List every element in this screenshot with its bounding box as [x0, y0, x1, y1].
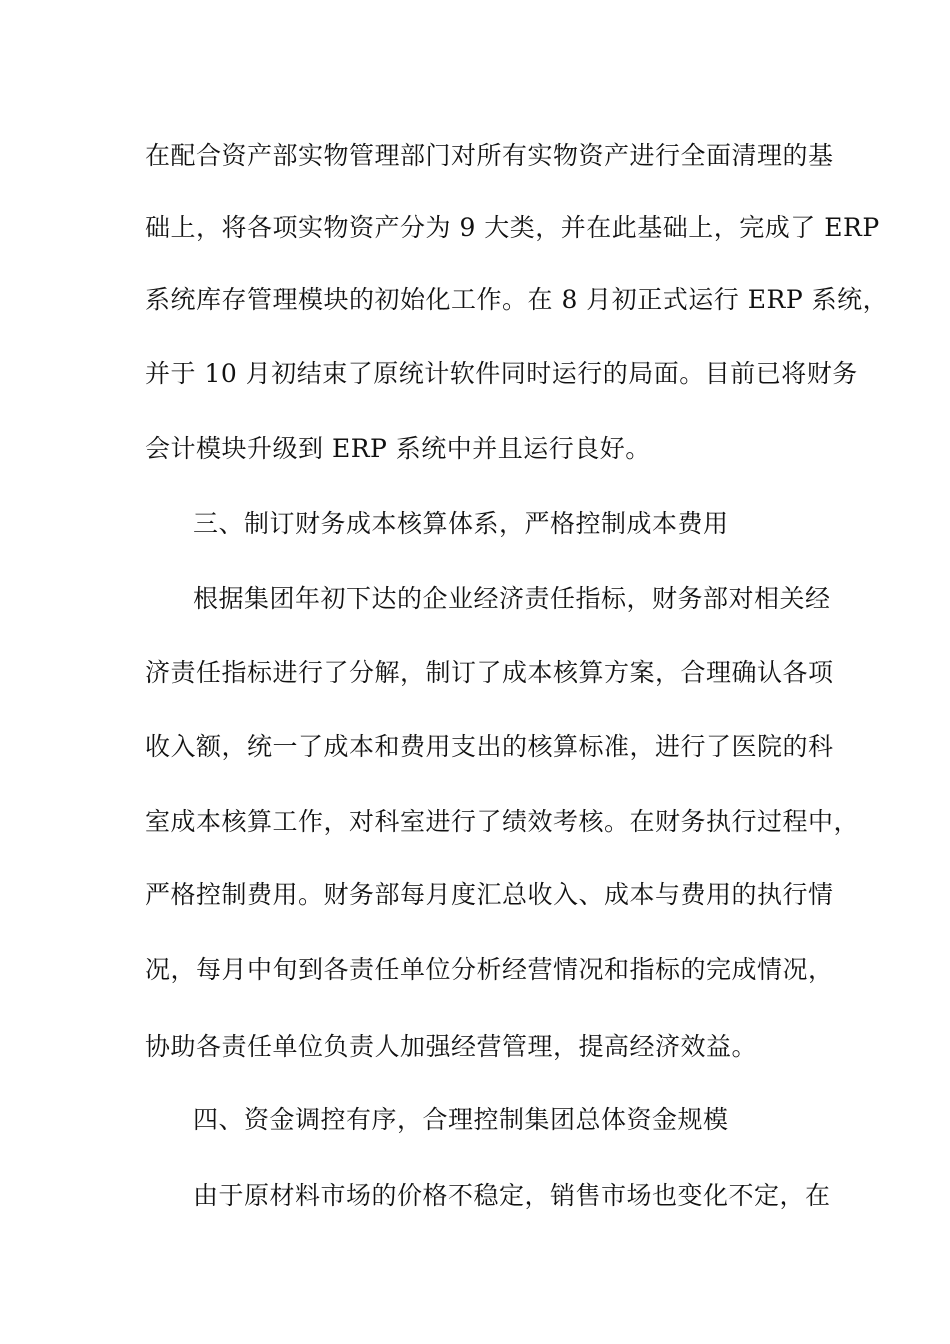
text-line-4: 并于 10 月初结束了原统计软件同时运行的局面。目前已将财务	[145, 359, 858, 388]
text-line-3: 系统库存管理模块的初始化工作。在 8 月初正式运行 ERP 系统，	[145, 285, 889, 314]
section-heading-4: 四、资金调控有序，合理控制集团总体资金规模	[193, 1105, 729, 1134]
text-line-7: 根据集团年初下达的企业经济责任指标，财务部对相关经	[193, 584, 831, 613]
text-line-13: 协助各责任单位负责人加强经营管理，提高经济效益。	[145, 1032, 758, 1061]
text-line-8: 济责任指标进行了分解，制订了成本核算方案，合理确认各项	[145, 658, 834, 687]
text-line-11: 严格控制费用。财务部每月度汇总收入、成本与费用的执行情	[145, 880, 834, 909]
section-heading-3: 三、制订财务成本核算体系，严格控制成本费用	[193, 509, 729, 538]
text-line-2: 础上，将各项实物资产分为 9 大类，并在此基础上，完成了 ERP	[145, 213, 880, 242]
text-line-1: 在配合资产部实物管理部门对所有实物资产进行全面清理的基	[145, 141, 834, 170]
text-line-10: 室成本核算工作，对科室进行了绩效考核。在财务执行过程中，	[145, 807, 860, 836]
text-line-12: 况，每月中旬到各责任单位分析经营情况和指标的完成情况，	[145, 955, 834, 984]
text-line-9: 收入额，统一了成本和费用支出的核算标准，进行了医院的科	[145, 732, 834, 761]
text-line-15: 由于原材料市场的价格不稳定，销售市场也变化不定，在	[193, 1181, 831, 1210]
text-line-5: 会计模块升级到 ERP 系统中并且运行良好。	[145, 434, 651, 463]
